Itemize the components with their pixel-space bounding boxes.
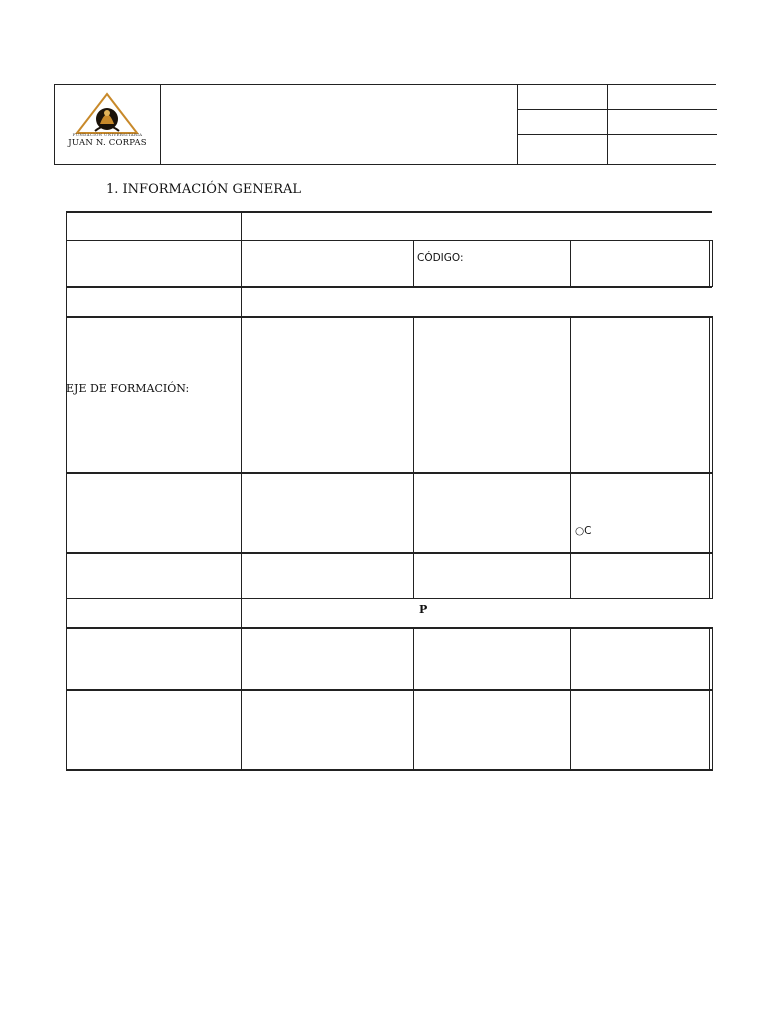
- table-rule-vertical: [66, 211, 67, 771]
- table-rule-vertical: [413, 627, 414, 771]
- table-rule-vertical: [709, 316, 710, 599]
- table-rule: [66, 316, 712, 318]
- p-marker: P: [419, 603, 428, 616]
- logo-caption: JUAN N. CORPAS: [68, 138, 147, 148]
- table-rule: [66, 472, 712, 474]
- oc-marker: ○C: [575, 525, 592, 537]
- table-rule-vertical: [712, 316, 713, 599]
- table-rule-vertical: [712, 627, 713, 771]
- table-rule-vertical: [709, 240, 710, 287]
- table-rule: [66, 240, 712, 241]
- table-rule-vertical: [712, 240, 713, 287]
- section-title-text: INFORMACIÓN GENERAL: [122, 182, 302, 197]
- eje-formacion-label: EJE DE FORMACIÓN:: [66, 382, 190, 395]
- table-rule: [66, 286, 712, 288]
- table-rule-vertical: [413, 316, 414, 599]
- table-rule: [66, 769, 712, 771]
- table-rule-vertical: [413, 240, 414, 287]
- section-number: 1.: [106, 182, 119, 197]
- table-rule-vertical: [570, 627, 571, 771]
- logo-caption-top: FUNDACIÓN UNIVERSITARIA: [72, 132, 143, 137]
- table-rule-vertical: [241, 211, 242, 771]
- table-rule: [66, 689, 712, 691]
- table-rule-vertical: [570, 316, 571, 599]
- table-rule: [66, 598, 712, 599]
- codigo-label: CÓDIGO:: [417, 252, 464, 264]
- table-rule: [66, 627, 712, 629]
- table-rule-vertical: [570, 240, 571, 287]
- table-rule: [66, 552, 712, 554]
- table-rule-vertical: [709, 627, 710, 771]
- table-rule: [66, 211, 712, 213]
